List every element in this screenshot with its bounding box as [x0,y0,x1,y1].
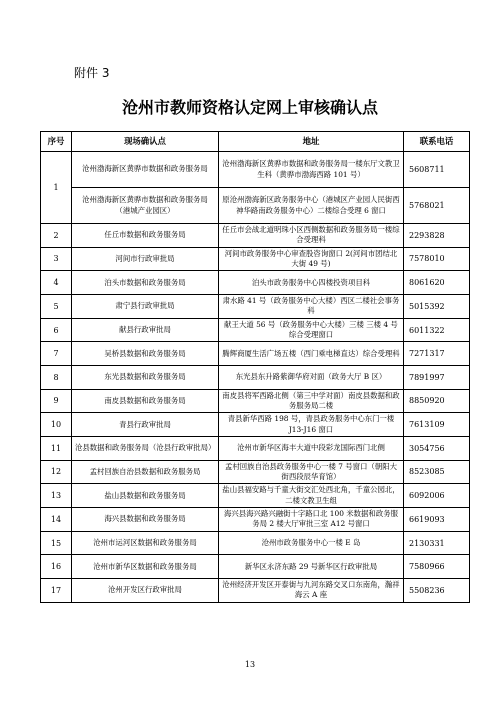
table-row [41,437,470,461]
cell-point: 吴桥县数据和政务服务局 [72,342,219,366]
cell-phone: 8523085 [404,460,470,484]
cell-address: 孟村回族自治县政务服务中心一楼 7 号窗口（朝阳大街西段辰华育馆） [219,460,404,484]
cell-no: 1 [41,152,72,224]
cell-address: 献王大道 56 号（政务服务中心大楼）三楼 三楼 4 号综合受理窗口 [219,318,404,342]
table-row [41,247,470,271]
table-row [41,508,470,532]
cell-point: 沧州渤海新区黄骅市数据和政务服务局 [72,152,219,188]
cell-address: 腾辉商厦生活广场五楼（西门乘电梯直达）综合受理科 [219,342,404,366]
cell-phone: 8850920 [404,389,470,413]
cell-phone: 6619093 [404,508,470,532]
cell-phone: 6011322 [404,318,470,342]
cell-point: 孟村回族自治县数据和政务服务局 [72,460,219,484]
cell-phone: 2130331 [404,531,470,555]
table-row [41,460,470,484]
cell-phone: 7613109 [404,413,470,437]
cell-point: 任丘市数据和政务服务局 [72,224,219,248]
cell-phone: 8061620 [404,271,470,295]
cell-no: 11 [41,437,72,461]
cell-phone: 7578010 [404,247,470,271]
cell-address: 沧州渤海新区黄骅市数据和政务服务局一楼东厅文教卫生科（黄骅市渤海西路 101 号） [219,152,404,188]
table-header-row [41,132,470,152]
cell-no: 12 [41,460,72,484]
cell-no: 17 [41,579,72,603]
cell-no: 6 [41,318,72,342]
cell-point: 沧州市运河区数据和政务服务局 [72,531,219,555]
table-row [41,224,470,248]
cell-point: 肃宁县行政审批局 [72,295,219,319]
cell-point: 沧州开发区行政审批局 [72,579,219,603]
table-row [41,342,470,366]
cell-phone: 5015392 [404,295,470,319]
header-no: 序号 [41,132,72,152]
cell-no: 10 [41,413,72,437]
table-row [41,531,470,555]
cell-no: 7 [41,342,72,366]
cell-address: 青县新华西路 198 号，青县政务服务中心东门一楼 J13-J16 窗口 [219,413,404,437]
table-row [41,579,470,603]
cell-no: 16 [41,555,72,579]
cell-point: 青县行政审批局 [72,413,219,437]
table-row [41,152,470,188]
cell-address: 东光县东升路紫御华府对面（政务大厅 B 区） [219,366,404,390]
cell-address: 原沧州渤海新区政务服务中心（港城区产业园人民街西神华路南政务服务中心）二楼综合受理 6 窗口 [219,188,404,224]
cell-point: 沧县数据和政务服务局（沧县行政审批局） [72,437,219,461]
cell-address: 沧州市新华区海丰大道中段彩龙国际西门北侧 [219,437,404,461]
page-number: 13 [244,660,256,669]
cell-no: 5 [41,295,72,319]
cell-no: 2 [41,224,72,248]
cell-no: 3 [41,247,72,271]
cell-no: 15 [41,531,72,555]
cell-no: 9 [41,389,72,413]
cell-point: 盐山县数据和政务服务局 [72,484,219,508]
header-phone: 联系电话 [404,132,470,152]
cell-address: 沧州经济开发区开泰街与九河东路交叉口东南角，瀚祥海云 A 座 [219,579,404,603]
header-address: 地址 [219,132,404,152]
cell-address: 新华区永济东路 29 号新华区行政审批局 [219,555,404,579]
cell-address: 河间市政务服务中心审查股咨询窗口 2(河间市团结北大街 49 号) [219,247,404,271]
cell-phone: 5608711 [404,152,470,188]
cell-no: 4 [41,271,72,295]
table-row [41,555,470,579]
cell-no: 13 [41,484,72,508]
header-point: 现场确认点 [72,132,219,152]
cell-point: 献县行政审批局 [72,318,219,342]
table-row [41,188,470,224]
cell-phone: 7891997 [404,366,470,390]
table-row [41,366,470,390]
cell-phone: 2293828 [404,224,470,248]
cell-point: 沧州市新华区数据和政务服务局 [72,555,219,579]
cell-phone: 5768021 [404,188,470,224]
cell-point: 东光县数据和政务服务局 [72,366,219,390]
cell-phone: 7580966 [404,555,470,579]
cell-phone: 6092006 [404,484,470,508]
cell-address: 肃水路 41 号（政务服务中心大楼）西区二楼社会事务科 [219,295,404,319]
page-title: 沧州市教师资格认定网上审核确认点 [121,98,378,117]
attachment-label: 附件 3 [74,66,110,80]
table-row [41,295,470,319]
cell-no: 14 [41,508,72,532]
cell-point: 泊头市数据和政务服务局 [72,271,219,295]
cell-address: 海兴县海兴路兴融街十字路口北 100 米数据和政务服务局 2 楼大厅审批三室 A12 号窗口 [219,508,404,532]
cell-point: 河间市行政审批局 [72,247,219,271]
table-row [41,271,470,295]
cell-phone: 3054756 [404,437,470,461]
cell-address: 南皮县将军西路北侧（第三中学对面）南皮县数据和政务服务局二楼 [219,389,404,413]
table-row [41,318,470,342]
cell-address: 盐山县福安路与千童大街交汇处西北角，千童公园北，二楼文教卫生组 [219,484,404,508]
cell-point: 沧州渤海新区黄骅市数据和政务服务局（港城产业园区） [72,188,219,224]
cell-point: 南皮县数据和政务服务局 [72,389,219,413]
cell-address: 沧州市政务服务中心一楼 E 岛 [219,531,404,555]
confirmation-points-table [40,131,470,603]
cell-address: 任丘市会战北道明珠小区西侧数据和政务服务局一楼综合受理科 [219,224,404,248]
table-row [41,413,470,437]
table-row [41,484,470,508]
cell-address: 泊头市政务服务中心四楼投资项目科 [219,271,404,295]
cell-no: 8 [41,366,72,390]
cell-phone: 7271317 [404,342,470,366]
table-row [41,389,470,413]
cell-phone: 5508236 [404,579,470,603]
cell-point: 海兴县数据和政务服务局 [72,508,219,532]
